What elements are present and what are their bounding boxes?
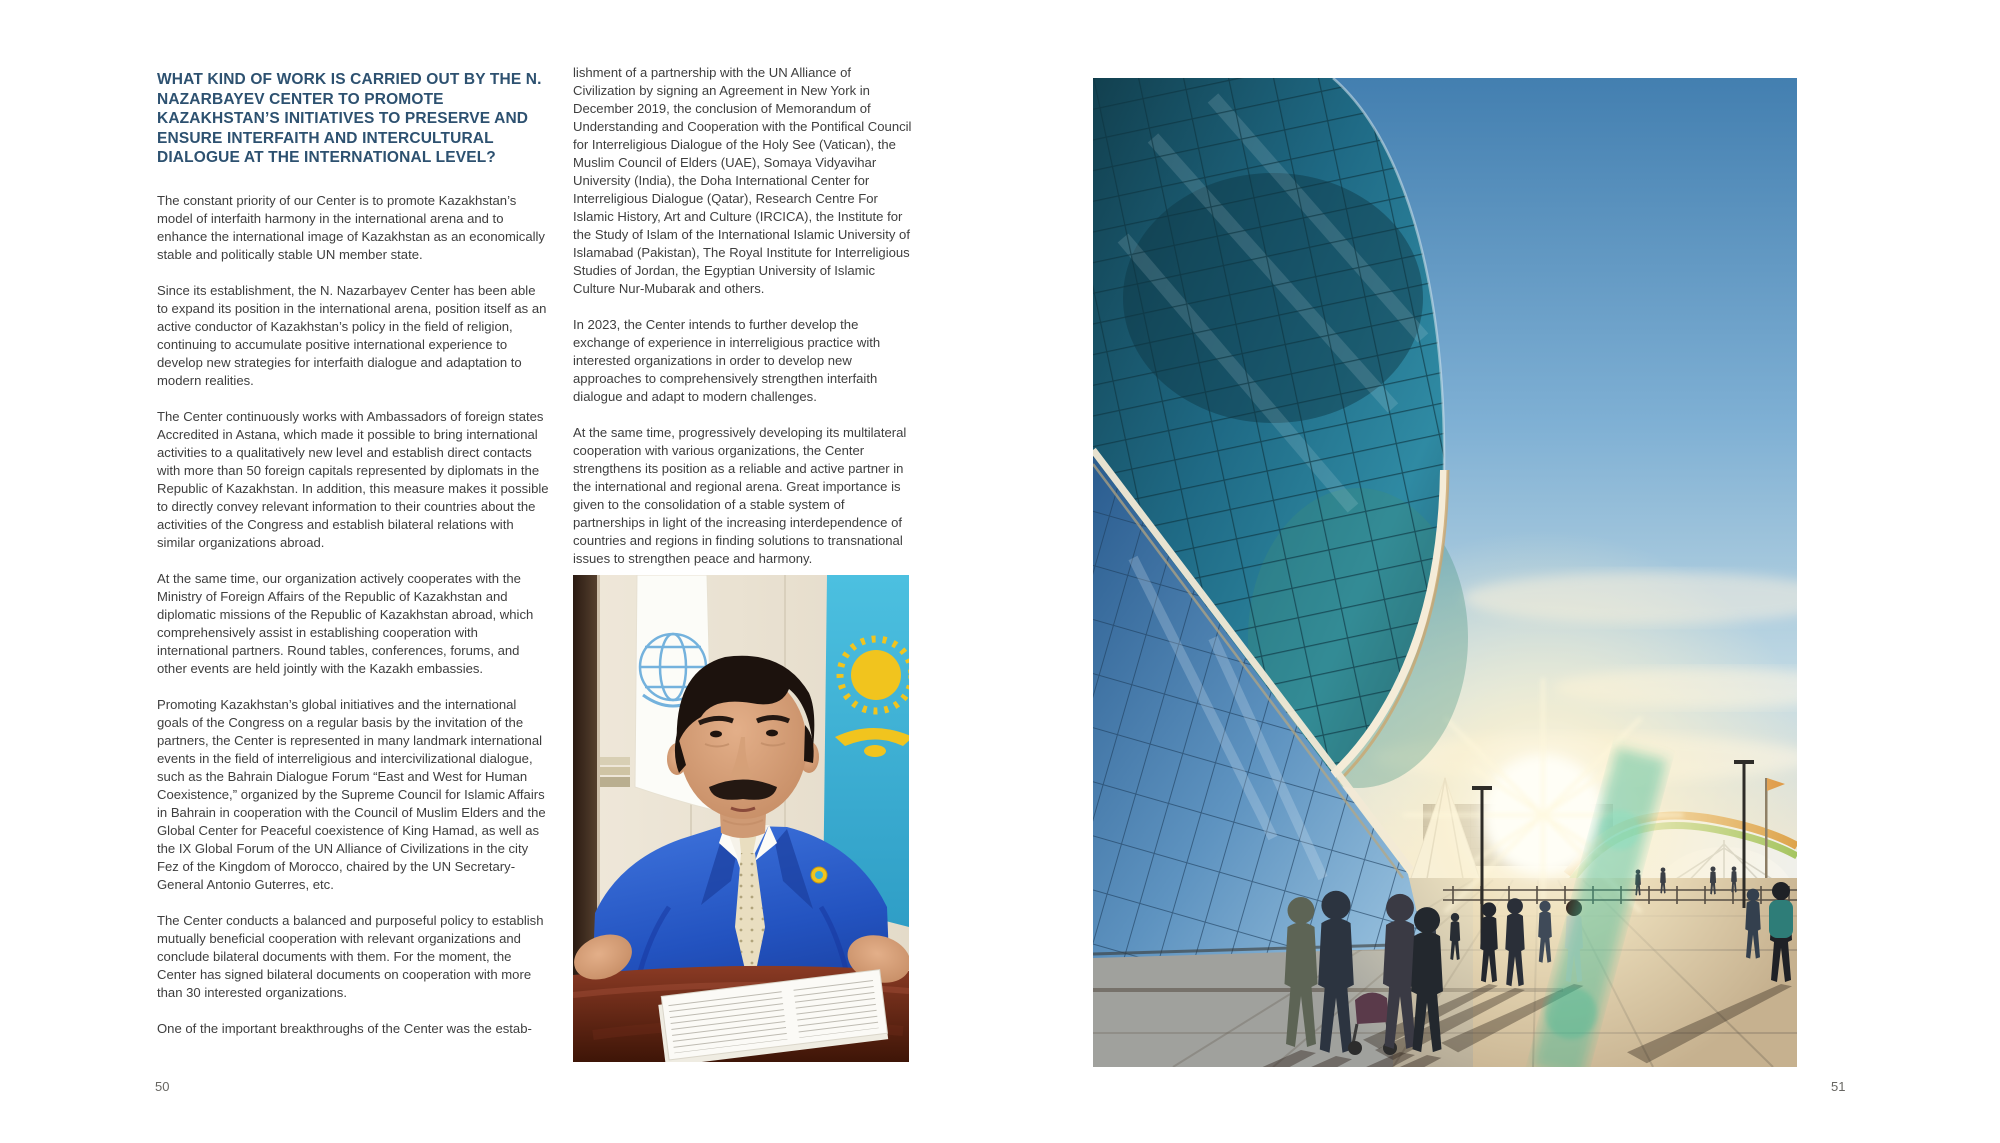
bookshelf <box>600 757 630 787</box>
left-text-column <box>157 70 549 1056</box>
expo-sphere-photo <box>1093 78 1797 1067</box>
paragraph: At the same time, progressively developing its multilateral cooperation with various organizations, the Center strengthens its position as a reliable and active partner in the international and regional arena. Great importance is given to the consolidation of a stable system of partnerships in light of the increasing interdependence of countries and regions in finding solutions to transnational issues to strengthen peace and harmony. <box>573 425 907 566</box>
paragraph: The Center conducts a balanced and purposeful policy to establish mutually beneficial cooperation with relevant organizations and conclude bilateral documents with them. For the moment, the Center has signed bilateral documents on cooperation with more than 30 interested organizations. <box>157 912 544 1000</box>
right-text-column <box>573 64 915 586</box>
paragraph: The constant priority of our Center is to promote Kazakhstan’s model of interfaith harmony in the international arena and to enhance the international image of Kazakhstan as an economically stable and politically stable UN member state. <box>157 192 545 262</box>
paragraph: In 2023, the Center intends to further develop the exchange of experience in interreligious practice with interested organizations in order to develop new approaches to comprehensively strengthen interfaith dialogue and adapt to modern challenges. <box>573 317 881 404</box>
article-heading: WHAT KIND OF WORK IS CARRIED OUT BY THE N. NAZARBAYEV CENTER TO PROMOTE KAZAKHSTAN’S INITIATIVES TO PRESERVE AND ENSURE INTERFAITH AND INTERCULTURAL DIALOGUE AT THE INTERNATIONAL LEVEL? <box>157 71 542 166</box>
paragraph: One of the important breakthroughs of the Center was the estab- <box>157 1020 532 1036</box>
paragraph: Since its establishment, the N. Nazarbayev Center has been able to expand its position in the international arena, position itself as an active conductor of Kazakhstan’s policy in the field of religion, continuing to accumulate positive international experience to develop new strategies for interfaith dialogue and adaptation to modern realities. <box>157 282 547 388</box>
page-number-left: 50 <box>155 1079 170 1094</box>
paragraph: The Center continuously works with Ambassadors of foreign states Accredited in Astana, which made it possible to bring international activities to a qualitatively new level and establish direct contacts with more than 50 foreign capitals represented by diplomats in the Republic of Kazakhstan. In addition, this measure makes it possible to directly convey relevant information to their countries about the activities of the Congress and establish bilateral relations with similar organizations abroad. <box>157 408 549 550</box>
paragraph: Promoting Kazakhstan’s global initiatives and the international goals of the Congress on a regular basis by the invitation of the partners, the Center is represented in many landmark international events in the field of interreligious and intercivilizational dialogue, such as the Bahrain Dialogue Forum “East and West for Human Coexistence,” organized by the Supreme Council for Islamic Affairs in Bahrain in cooperation with the Council of Muslim Elders and the Global Center for Peaceful coexistence of King Hamad, as well as the IX Global Forum of the UN Alliance of Civilizations in the city Fez of the Kingdom of Morocco, chaired by the UN Secretary-General Antonio Guterres, etc. <box>157 696 546 892</box>
expo-photo-illustration <box>1093 78 1797 1067</box>
interview-photo <box>573 575 909 1062</box>
page-number-right: 51 <box>1831 1079 1846 1094</box>
paragraph: At the same time, our organization actively cooperates with the Ministry of Foreign Affairs of the Republic of Kazakhstan and diplomatic missions of the Republic of Kazakhstan abroad, which comprehensively assist in establishing cooperation with international partners. Round tables, conferences, forums, and other events are held jointly with the Kazakh embassies. <box>157 570 534 676</box>
paragraph: lishment of a partnership with the UN Alliance of Civilization by signing an Agreement in New York in December 2019, the conclusion of Memorandum of Understanding and Cooperation with the Pontifical Council for Interreligious Dialogue of the Holy See (Vatican), the Muslim Council of Elders (UAE), Somaya Vidyavihar University (India), the Doha International Center for Interreligious Dialogue (Qatar), Research Centre For Islamic History, Art and Culture (IRCICA), the Institute for the Study of Islam of the International Islamic University of Islamabad (Pakistan), The Royal Institute for Interreligious Studies of Jordan, the Egyptian University of Islamic Culture Nur-Mubarak and others. <box>573 65 912 296</box>
interview-photo-illustration <box>573 575 909 1062</box>
